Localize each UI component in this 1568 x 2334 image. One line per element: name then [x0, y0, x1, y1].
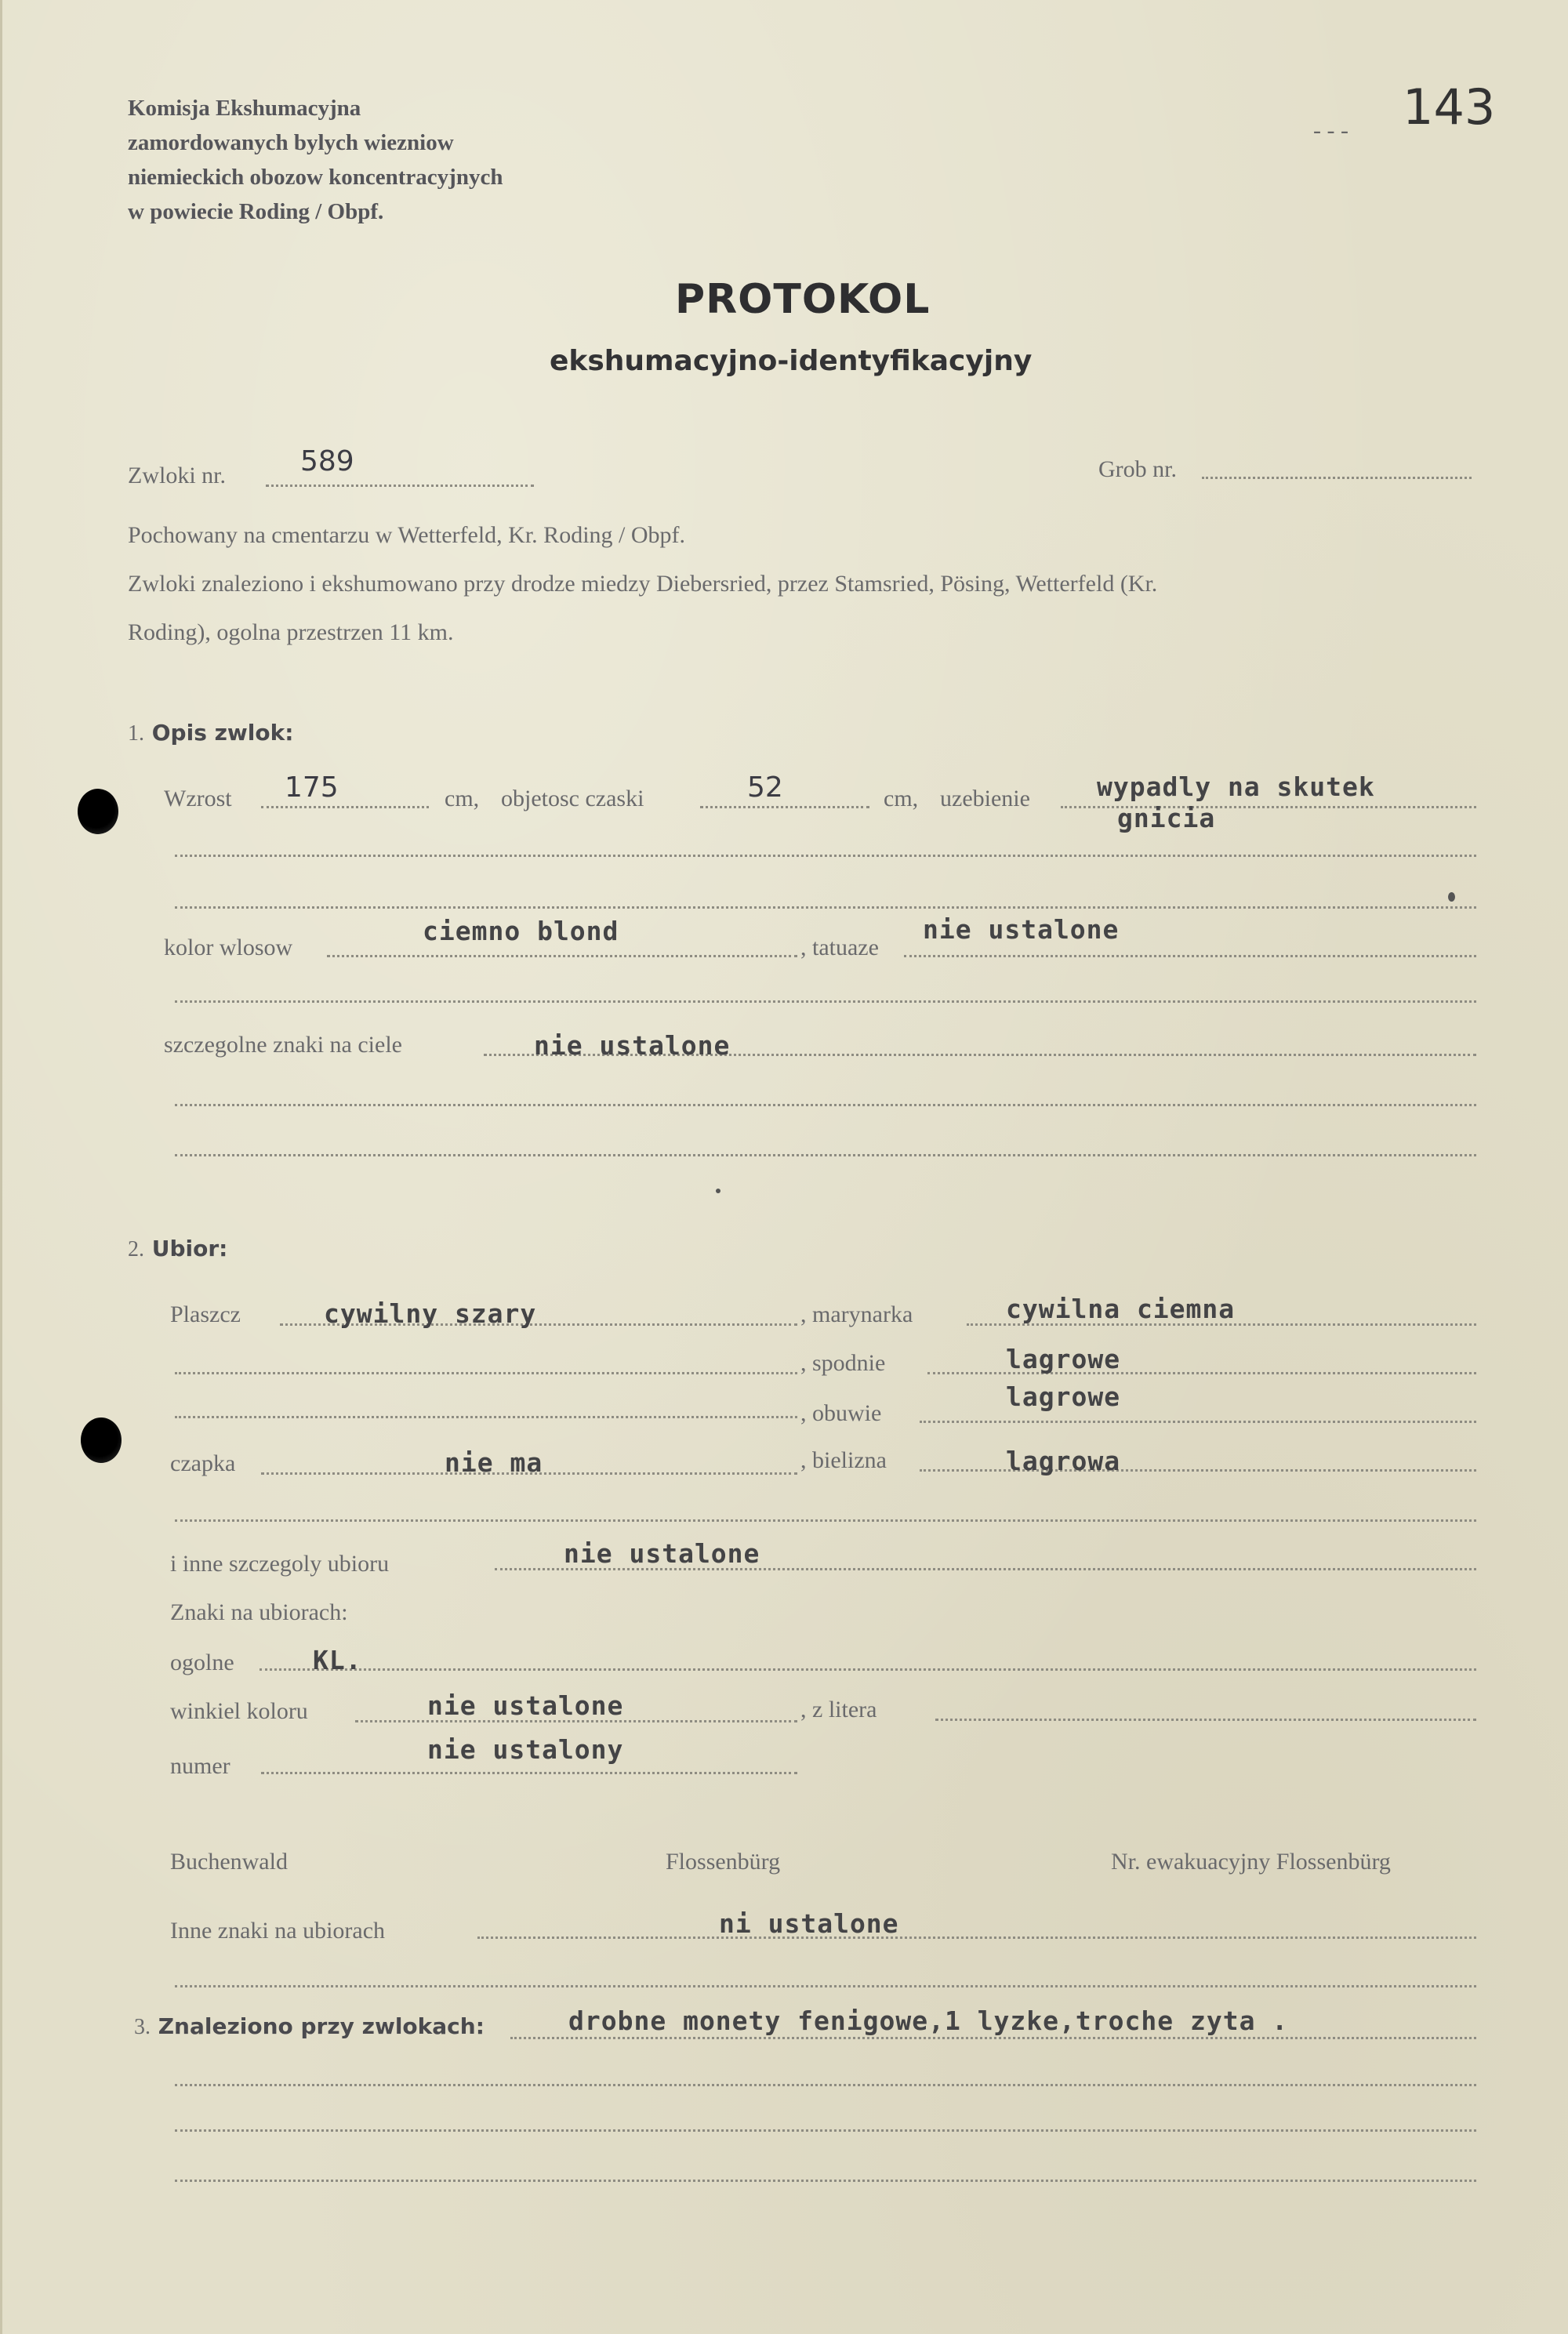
- commission-header: [128, 91, 503, 229]
- blank-dotted-line: [175, 1372, 797, 1374]
- zwloki-label: Zwloki nr.: [128, 463, 226, 488]
- wzrost-dotted-line: [261, 806, 429, 808]
- grob-label: Grob nr.: [1098, 456, 1177, 482]
- blank-dotted-line: [175, 2084, 1476, 2086]
- inne-znaki-label: Inne znaki na ubiorach: [170, 1918, 386, 1944]
- ink-speck: [1448, 892, 1455, 902]
- uzebienie-value: wypadly na skutek: [1097, 771, 1375, 802]
- inne-znaki-value: ni ustalone: [719, 1908, 899, 1939]
- section1-title: Opis zwlok:: [151, 720, 294, 746]
- winkiel-value: nie ustalone: [427, 1690, 624, 1721]
- section3-title: Znaleziono przy zwlokach:: [158, 2013, 485, 2039]
- blank-dotted-line: [175, 1985, 1476, 1987]
- numer-dotted-line: [261, 1772, 797, 1774]
- section3-value: drobne monety fenigowe,1 lyzke,troche zyta .: [568, 2005, 1289, 2036]
- ogolne-value: KL.: [313, 1645, 362, 1675]
- wzrost-value: 175: [285, 771, 339, 804]
- ewakuacyjny-label: Nr. ewakuacyjny Flossenbürg: [1111, 1849, 1391, 1875]
- znaki-cialo-value: nie ustalone: [534, 1030, 731, 1061]
- exhumation-place-text: Zwloki znaleziono i ekshumowano przy drodze miedzy Diebersried, przez Stamsried, Pösing, Wetterfeld (Kr.: [128, 571, 1158, 597]
- ink-speck: [716, 1189, 720, 1193]
- bielizna-dotted-line: [920, 1469, 1476, 1472]
- uzebienie-value-cont: gnicia: [1117, 803, 1216, 833]
- tatuaze-dotted-line: [904, 955, 1476, 957]
- section3-dotted-line: [510, 2037, 1476, 2039]
- section2-number: 2.: [128, 1237, 144, 1261]
- obuwie-dotted-line: [920, 1421, 1476, 1423]
- tatuaze-label: , tatuaze: [800, 935, 879, 960]
- numer-value: nie ustalony: [427, 1734, 624, 1765]
- blank-dotted-line: [175, 2129, 1476, 2132]
- znaki-cialo-label: szczegolne znaki na ciele: [164, 1032, 402, 1058]
- page-number: 143: [1403, 78, 1496, 136]
- winkiel-label: winkiel koloru: [170, 1698, 308, 1724]
- buchenwald-label: Buchenwald: [170, 1849, 288, 1875]
- spodnie-label: , spodnie: [800, 1350, 886, 1376]
- blank-dotted-line: [175, 1154, 1476, 1156]
- page-subtitle: ekshumacyjno-identyfikacyjny: [550, 345, 1033, 377]
- punch-hole-bottom: [81, 1417, 122, 1463]
- wzrost-unit: cm,: [445, 786, 480, 811]
- page-title: PROTOKOL: [675, 276, 931, 323]
- z-litera-label: , z litera: [800, 1697, 877, 1722]
- blank-dotted-line: [175, 1416, 797, 1418]
- blank-dotted-line: [175, 1519, 1476, 1522]
- section2-heading: [128, 1236, 227, 1262]
- section1-heading: [128, 720, 293, 746]
- blank-dotted-line: [175, 2180, 1476, 2182]
- inne-znaki-dotted-line: [477, 1937, 1476, 1939]
- czaszka-value: 52: [747, 771, 783, 804]
- blank-dotted-line: [175, 855, 1476, 857]
- section1-number: 1.: [128, 721, 144, 746]
- bielizna-value: lagrowa: [1006, 1446, 1121, 1476]
- znaki-ubiorach-label: Znaki na ubiorach:: [170, 1599, 348, 1625]
- flossenburg-label: Flossenbürg: [666, 1849, 781, 1875]
- zwloki-value: 589: [300, 445, 354, 477]
- plaszcz-value: cywilny szary: [324, 1298, 537, 1329]
- tatuaze-value: nie ustalone: [923, 914, 1120, 945]
- blank-dotted-line: [175, 1104, 1476, 1106]
- czaszka-dotted-line: [700, 806, 869, 808]
- plaszcz-label: Plaszcz: [170, 1301, 241, 1327]
- grob-dotted-line: [1202, 477, 1472, 479]
- section3-number: 3.: [134, 2015, 151, 2039]
- section3-heading: [134, 2013, 485, 2040]
- inne-szczegoly-value: nie ustalone: [564, 1538, 760, 1569]
- marynarka-label: , marynarka: [800, 1301, 913, 1327]
- blank-dotted-line: [175, 906, 1476, 909]
- burial-place-text: Pochowany na cmentarzu w Wetterfeld, Kr. Roding / Obpf.: [128, 522, 686, 548]
- ogolne-label: ogolne: [170, 1650, 234, 1675]
- marynarka-value: cywilna ciemna: [1006, 1294, 1236, 1324]
- uzebienie-label: uzebienie: [940, 786, 1030, 811]
- header-line: zamordowanych bylych wiezniow: [128, 130, 454, 155]
- wlosy-dotted-line: [327, 955, 797, 957]
- section2-title: Ubior:: [151, 1236, 228, 1261]
- wlosy-label: kolor wlosow: [164, 935, 293, 960]
- spodnie-value: lagrowe: [1006, 1344, 1121, 1374]
- page-number-dashes: - - -: [1313, 118, 1348, 143]
- wzrost-label: Wzrost: [164, 786, 232, 811]
- z-litera-dotted-line: [935, 1719, 1476, 1721]
- czapka-value: nie ma: [445, 1447, 543, 1478]
- zwloki-dotted-line: [266, 485, 534, 487]
- header-line: Komisja Ekshumacyjna: [128, 96, 361, 121]
- wlosy-value: ciemno blond: [423, 916, 619, 946]
- exhumation-place-text-cont: Roding), ogolna przestrzen 11 km.: [128, 619, 454, 645]
- header-line: niemieckich obozow koncentracyjnych: [128, 165, 503, 190]
- obuwie-value: lagrowe: [1006, 1381, 1121, 1412]
- header-line: w powiecie Roding / Obpf.: [128, 199, 384, 224]
- inne-szczegoly-label: i inne szczegoly ubioru: [170, 1551, 390, 1577]
- obuwie-label: , obuwie: [800, 1400, 882, 1426]
- punch-hole-top: [78, 789, 118, 834]
- numer-label: numer: [170, 1753, 230, 1779]
- czaszka-unit: cm,: [884, 786, 919, 811]
- ogolne-dotted-line: [260, 1668, 1476, 1671]
- czapka-label: czapka: [170, 1450, 236, 1476]
- czaszka-label: objetosc czaski: [501, 786, 644, 811]
- blank-dotted-line: [175, 1000, 1476, 1003]
- bielizna-label: , bielizna: [800, 1447, 887, 1473]
